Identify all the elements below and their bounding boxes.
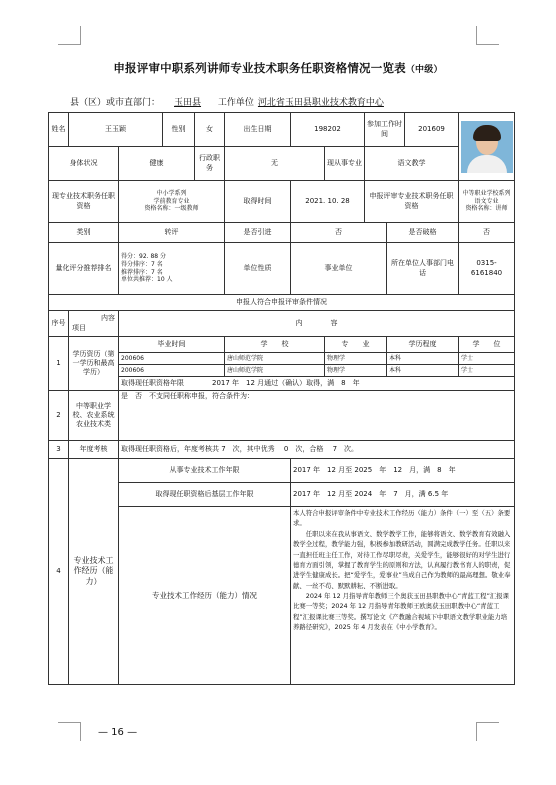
table-row — [49, 311, 515, 337]
work-label: 专业技术工作经历（能力） — [69, 459, 119, 685]
table-row — [49, 391, 515, 441]
content-header: 内 容 — [119, 311, 515, 337]
hr-value: 0315-6161840 — [459, 243, 515, 295]
experience-text: 本人符合申报评审条件中专业技术工作经历（能力）条件（一）至（五）条要求。 任职以来在我从事语文、数学教学工作，能够将语文、数学教育有效融入教学全过程，教学能力强，积极参加教研活动，圆满完成教学任务。任职以来一直担任班主任工作，对待工作尽职尽责，关爱学生，能够很好的对学生进行德育方面引领，掌握了教育学生的原则和方法，认真履行教书育人的职责，促进学生健康成长。把“爱学生，爱事业”当成自己作为教师的最高理想。敬业奉献、一丝不苟、默默耕耘、不断进取。 2024 年 12 月指导青年教师三个奥获玉田县职教中心“青蓝工程”汇报课比赛一等奖；2024 年 12 月指导青年教师王欧奥获玉田职教中心“青蓝工程”汇报课比赛三等奖。撰写论文《产教融合视域下中职语文教学职业能力培养路径研究》，2025 年 4 月发表在《中小学教育》。 — [291, 507, 515, 685]
table-row — [49, 459, 515, 483]
assessment-text: 取得现任职资格后，年度考核共 7 次，其中优秀 0 次，合格 7 次。 — [119, 441, 515, 459]
assessment-label: 年度考核 — [69, 441, 119, 459]
table-row — [49, 353, 515, 365]
edu-cell: 物理学 — [325, 365, 387, 377]
table-row — [49, 295, 515, 311]
score-line: 得分排序：7 名 — [121, 260, 163, 268]
edu-cell: 本科 — [387, 365, 459, 377]
current-title-label: 现专业技术职务任职资格 — [49, 181, 119, 223]
special-label: 是否引进 — [225, 223, 291, 243]
crop-mark — [476, 26, 499, 45]
header-line — [70, 95, 388, 108]
photo-cell — [459, 113, 515, 181]
table-row — [49, 243, 515, 295]
birth-label: 出生日期 — [225, 113, 291, 147]
table-row — [49, 113, 515, 147]
score-line: 得分：92. 88 分 — [121, 252, 166, 260]
table-row — [49, 377, 515, 391]
content-item-header — [69, 311, 119, 337]
applicant-photo — [461, 121, 513, 173]
gender-value: 女 — [195, 113, 225, 147]
score-label: 量化评分推荐排名 — [49, 243, 119, 295]
apply-title-value: 中等职业学校系列 语文专业 资格名称：讲师 — [459, 181, 515, 223]
birth-value: 198202 — [291, 113, 365, 147]
table-row — [49, 147, 515, 181]
title-grade: （中级） — [405, 65, 443, 75]
page-title — [0, 60, 556, 76]
table-row — [49, 441, 515, 459]
table-row — [49, 483, 515, 507]
name-value: 王玉颖 — [69, 113, 163, 147]
unit-value: 河北省玉田县职业技术教育中心 — [257, 98, 384, 108]
vocational-text: 是 否 不支同任职称申报，符合条件为： — [119, 391, 515, 441]
content-label: 内容 — [101, 314, 115, 323]
title-text: 申报评审中职系列讲师专业技术职务任职资格情况一览表 — [113, 61, 406, 75]
name-label: 姓名 — [49, 113, 69, 147]
assessment-num: 3 — [49, 441, 69, 459]
current-job-value: 语文教学 — [365, 147, 459, 181]
edu-cell: 学士 — [459, 365, 515, 377]
unit-label: 工作单位 — [217, 98, 254, 108]
edu-header: 学历程度 — [387, 337, 459, 353]
table-row — [49, 181, 515, 223]
score-line: 单位共推荐：10 人 — [121, 276, 173, 284]
vocational-num: 2 — [49, 391, 69, 441]
edu-cell: 学士 — [459, 353, 515, 365]
edu-header: 学 位 — [459, 337, 515, 353]
table-row — [49, 365, 515, 377]
seq-label: 序号 — [49, 311, 69, 337]
health-label: 身体状况 — [49, 147, 119, 181]
edu-header: 学 校 — [225, 337, 325, 353]
edu-header: 毕业时间 — [119, 337, 225, 353]
work-years-value: 2017 年 12 月至 2025 年 12 月，满 8 年 — [291, 459, 515, 483]
crop-mark — [58, 26, 81, 45]
qualification-years: 取得现任职资格年限 2017 年 12 月通过（确认）取得，满 8 年 — [119, 377, 515, 391]
current-job-label: 现从事专业 — [325, 147, 365, 181]
gender-label: 性别 — [163, 113, 195, 147]
work-years-label: 从事专业技术工作年限 — [119, 459, 291, 483]
county-value: 玉田县 — [174, 98, 202, 108]
admin-value: 无 — [225, 147, 325, 181]
work-num: 4 — [49, 459, 69, 685]
crop-mark — [476, 722, 499, 741]
edu-cell: 200606 — [119, 353, 225, 365]
category-value: 转评 — [119, 223, 225, 243]
edu-cell: 物理学 — [325, 353, 387, 365]
table-row — [49, 223, 515, 243]
break-label: 是否破格 — [387, 223, 459, 243]
work-start-value: 201609 — [405, 113, 459, 147]
base-years-label: 取得现任职资格后基层工作年限 — [119, 483, 291, 507]
work-start-label: 参加工作时间 — [365, 113, 405, 147]
admin-label: 行政职务 — [195, 147, 225, 181]
score-cell — [119, 243, 225, 295]
table-row — [49, 337, 515, 353]
item-label: 项目 — [72, 323, 86, 332]
crop-mark — [58, 722, 81, 741]
edu-cell: 本科 — [387, 353, 459, 365]
hr-label: 所在单位人事部门电话 — [387, 243, 459, 295]
experience-label: 专业技术工作经历（能力）情况 — [119, 507, 291, 685]
vocational-label: 中等职业学校、农业系统农业技术类 — [69, 391, 119, 441]
edu-cell: 唐山师范学院 — [225, 353, 325, 365]
table-row — [49, 507, 515, 685]
apply-title-label: 申报评审专业技术职务任职资格 — [365, 181, 459, 223]
break-value: 否 — [459, 223, 515, 243]
category-label: 类别 — [49, 223, 119, 243]
edu-label: 学历资历（第一学历和最高学历） — [69, 337, 119, 391]
page-number: — 16 — — [98, 727, 138, 738]
obtain-time-label: 取得时间 — [225, 181, 291, 223]
edu-cell: 唐山师范学院 — [225, 365, 325, 377]
obtain-time-value: 2021. 10. 28 — [291, 181, 365, 223]
unit-nature-label: 单位性质 — [225, 243, 291, 295]
score-line: 推荐排序：7 名 — [121, 268, 163, 276]
qualification-table — [48, 112, 515, 685]
edu-header: 专 业 — [325, 337, 387, 353]
section-title: 申报人符合申报评审条件情况 — [49, 295, 515, 311]
county-label: 县（区）或市直部门： — [70, 98, 161, 108]
health-value: 健康 — [119, 147, 195, 181]
special-value: 否 — [291, 223, 387, 243]
edu-num: 1 — [49, 337, 69, 391]
edu-cell: 200606 — [119, 365, 225, 377]
current-title-value: 中小学系列 学前教育专业 资格名称：一级教师 — [119, 181, 225, 223]
base-years-value: 2017 年 12 月至 2024 年 7 月，满 6.5 年 — [291, 483, 515, 507]
unit-nature-value: 事业单位 — [291, 243, 387, 295]
